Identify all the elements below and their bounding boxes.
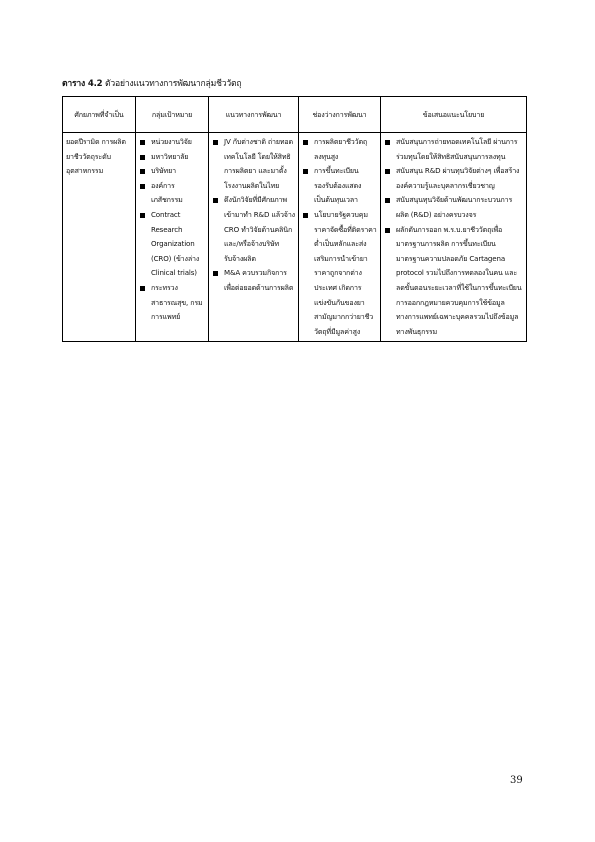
- list-item: มหาวิทยาลัย: [139, 150, 205, 165]
- list-item: สนับสนุน R&D ผ่านทุนวิจัยต่างๆ เพื่อสร้างองค์ความรู้และบุคลากรเชี่ยวชาญ: [384, 164, 523, 193]
- list-item: Contract Research Organization (CRO) (ข้างล่าง Clinical trials): [139, 208, 205, 281]
- header-targets: กลุ่มเป้าหมาย: [136, 97, 209, 133]
- cell-policies: [381, 133, 527, 342]
- cell-targets: [136, 133, 209, 342]
- cell-approaches: [209, 133, 299, 342]
- list-item: กระทรวงสาธารณสุข, กรมการแพทย์: [139, 281, 205, 325]
- caption-label: ตาราง 4.2: [62, 79, 103, 89]
- list-item: ดึงนักวิจัยที่มีศักยภาพเข้ามาทำ R&D แล้วจ้าง CRO ทำวิจัยด้านคลินิก และ/หรือจ้างบริษัทรับจ้างผลิต: [212, 193, 295, 266]
- development-table: [62, 96, 527, 342]
- list-item: การขึ้นทะเบียนรองรับต้องแสดงเป็นต้นทุนเวลา: [302, 164, 377, 208]
- header-approaches: แนวทางการพัฒนา: [209, 97, 299, 133]
- list-item: สนับสนุนทุนวิจัยด้านพัฒนากระบวนการผลิต (R&D) อย่างครบวงจร: [384, 193, 523, 222]
- cell-gaps: [299, 133, 381, 342]
- approaches-list: [212, 135, 295, 296]
- list-item: JV กับต่างชาติ ถ่ายทอดเทคโนโลยี โดยให้สิทธิการผลิตยา และมาตั้งโรงงานผลิตในไทย: [212, 135, 295, 193]
- list-item: ผลักดันการออก พ.ร.บ.ยาชีววัตถุเพื่อมาตรฐานการผลิต การขึ้นทะเบียน มาตรฐานความปลอดภัย Cartagena protocol รวมไปถึงการทดลองในคน และลดขั้นตอนระยะเวลาที่ใช้ในการขึ้นทะเบียน การออกกฎหมายควบคุมการใช้ข้อมูลทางการแพทย์เฉพาะบุคคลรวมไปถึงข้อมูลทางพันธุกรรม: [384, 223, 523, 340]
- table-header-row: [63, 97, 527, 133]
- list-item: บริษัทยา: [139, 164, 205, 179]
- cell-capability: ยอดปีรามิด การผลิตยาชีววัตถุระดับอุตสาหกรรม: [63, 133, 136, 342]
- gaps-list: [302, 135, 377, 339]
- caption-text: ตัวอย่างแนวทางการพัฒนากลุ่มชีววัตถุ: [105, 79, 242, 89]
- list-item: องค์การเภสัชกรรม: [139, 179, 205, 208]
- list-item: การผลิตยาชีววัตถุลงทุนสูง: [302, 135, 377, 164]
- page-number: 39: [510, 775, 523, 786]
- list-item: นโยบายรัฐควบคุมราคาจัดซื้อที่ติดราคาต่ำเป็นหลักและส่งเสริมการนำเข้ายาราคาถูกจากต่างประเทศ เกิดการแข่งขันกันของยาสามัญมากกว่ายาชีววัตถุที่มีมูลค่าสูง: [302, 208, 377, 339]
- header-capability: ศักยภาพที่จำเป็น: [63, 97, 136, 133]
- list-item: สนับสนุนการถ่ายทอดเทคโนโลยี ผ่านการร่วมทุนโดยให้สิทธิสนับสนุนการลงทุน: [384, 135, 523, 164]
- header-gaps: ช่องว่างการพัฒนา: [299, 97, 381, 133]
- table-caption: [62, 76, 241, 90]
- list-item: หน่วยงานวิจัย: [139, 135, 205, 150]
- list-item: M&A ควบรวมกิจการเพื่อต่อยอดด้านการผลิต: [212, 266, 295, 295]
- policies-list: [384, 135, 523, 339]
- header-policies: ข้อเสนอแนะนโยบาย: [381, 97, 527, 133]
- table-row: [63, 133, 527, 342]
- targets-list: [139, 135, 205, 325]
